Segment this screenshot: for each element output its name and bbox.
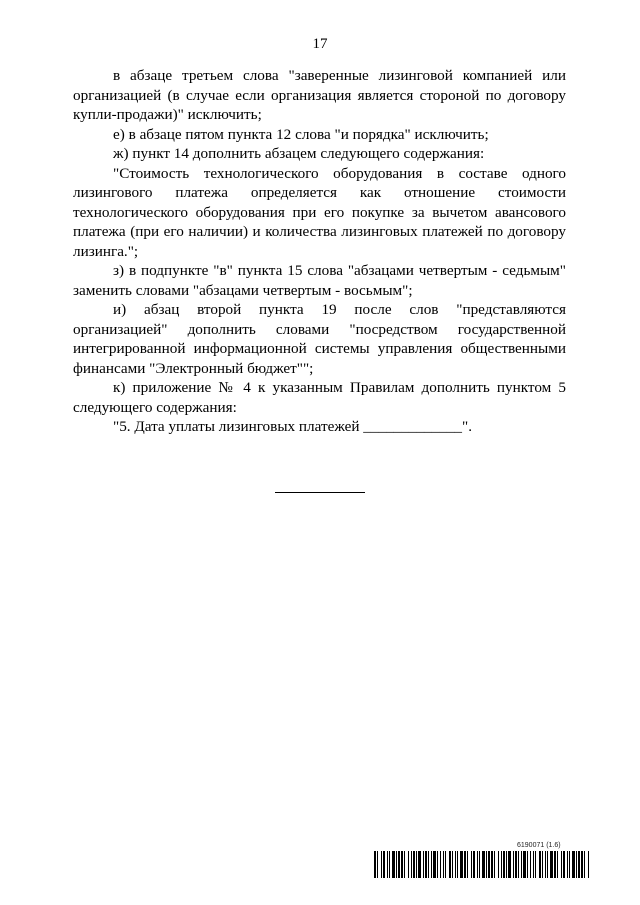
barcode-icon bbox=[374, 851, 590, 878]
paragraph: к) приложение № 4 к указанным Правилам дополнить пунктом 5 следующего содержания: bbox=[73, 379, 566, 416]
end-separator-line bbox=[275, 492, 365, 493]
paragraph: е) в абзаце пятом пункта 12 слова "и порядка" исключить; bbox=[113, 125, 489, 143]
paragraph: "Стоимость технологического оборудования в составе одного лизингового платежа определяется как отношение стоимости технологического оборудования при его покупке за вычетом авансового платежа (при его наличии) и количества лизинговых платежей по договору лизинга."; bbox=[73, 164, 566, 260]
page-number: 17 bbox=[312, 36, 328, 52]
document-code: 6190071 (1.6) bbox=[517, 842, 561, 849]
paragraph: з) в подпункте "в" пункта 15 слова "абзацами четвертым - седьмым" заменить словами "абзацами четвертым - восьмым"; bbox=[73, 262, 566, 299]
paragraph: "5. Дата уплаты лизинговых платежей _____________". bbox=[113, 418, 473, 435]
document-body bbox=[73, 66, 566, 437]
paragraph: в абзаце третьем слова "заверенные лизинговой компанией или организацией (в случае если организация является стороной по договору купли-продажи)" исключить; bbox=[73, 67, 566, 123]
paragraph: и) абзац второй пункта 19 после слов "представляются организацией" дополнить словами "посредством государственной интегрированной информационной системы управления общественными финансами "Электронный бюджет""; bbox=[73, 301, 566, 377]
paragraph: ж) пункт 14 дополнить абзацем следующего содержания: bbox=[113, 145, 485, 162]
